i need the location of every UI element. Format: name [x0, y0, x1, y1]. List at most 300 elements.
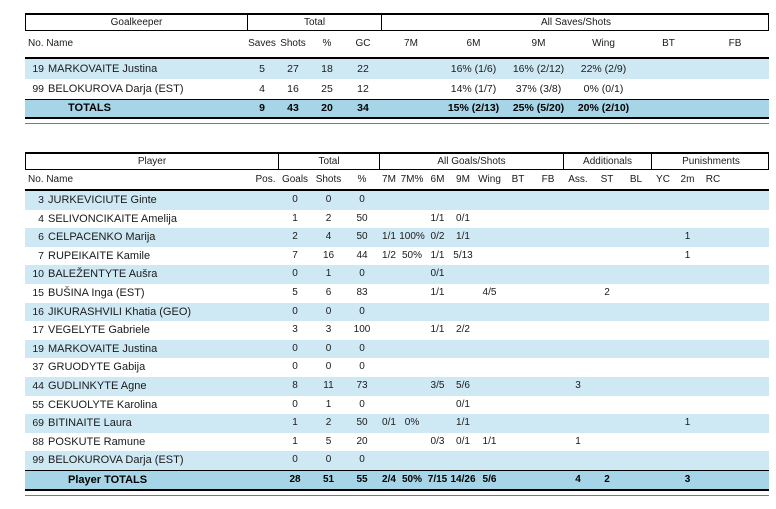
player-number: 55: [32, 398, 44, 411]
cell-pct: 50: [356, 231, 368, 243]
col-header-6m: 6M: [430, 174, 445, 185]
col-header-fb: FB: [728, 38, 742, 49]
total-7m: 2/4: [382, 473, 396, 485]
player-table: [25, 152, 769, 496]
table-row: [25, 265, 769, 284]
col-header-7m: 7M: [382, 174, 396, 185]
cell-7m: 1/2: [382, 249, 396, 261]
col-header-shots: Shots: [280, 38, 306, 49]
cell-shots: 27: [287, 63, 299, 75]
cell-7m: [379, 377, 399, 396]
cell-7mpct: 100%: [399, 231, 425, 243]
total-yc: [651, 471, 675, 489]
cell-bl: [621, 284, 651, 303]
cell-6m: 1/1: [430, 212, 445, 224]
cell-6m: [425, 191, 450, 210]
cell-st: [593, 414, 621, 433]
cell-fb: [533, 321, 563, 340]
cell-st: 2: [604, 286, 610, 298]
cell-9m: 16% (2/12): [512, 63, 565, 75]
cell-yc: [651, 433, 675, 452]
total-bt: [503, 471, 533, 489]
cell-wing: [476, 340, 503, 359]
table-row: [25, 303, 769, 322]
cell-9m: 5/6: [456, 379, 470, 391]
cell-st: [593, 433, 621, 452]
group-goalkeeper: Goalkeeper: [26, 15, 248, 30]
total-wing: 20% (2/10): [577, 102, 630, 114]
cell-bl: [621, 191, 651, 210]
cell-fb: [533, 433, 563, 452]
cell-pct: 0: [359, 454, 365, 466]
cell-6m: 1/1: [430, 286, 445, 298]
cell-bt: [503, 340, 533, 359]
cell-st: [593, 265, 621, 284]
cell-bl: [621, 396, 651, 415]
cell-goals: 3: [292, 324, 298, 336]
cell-9m: [450, 284, 476, 303]
cell-pos: [253, 191, 278, 210]
table-row: [25, 321, 769, 340]
cell-ass: [563, 451, 593, 470]
cell-6m: [425, 358, 450, 377]
cell-goals: 2: [292, 231, 298, 243]
goalkeeper-table-bottom-rule: [25, 119, 769, 124]
cell-wing: [476, 451, 503, 470]
cell-bt: [503, 303, 533, 322]
cell-7m: [379, 358, 399, 377]
total-fb: [701, 100, 769, 117]
cell-st: [593, 340, 621, 359]
cell-2m: [675, 433, 700, 452]
cell-goals: 0: [292, 305, 298, 317]
cell-6m: [425, 303, 450, 322]
cell-shots: 2: [325, 212, 332, 224]
cell-ass: [563, 321, 593, 340]
cell-fb: [533, 228, 563, 247]
totals-spacer: [25, 471, 47, 489]
cell-9m: 0/1: [456, 212, 470, 224]
cell-bt: [503, 451, 533, 470]
col-header-bt: BT: [511, 174, 525, 185]
total-7mpct: 50%: [401, 473, 422, 485]
cell-st: [593, 377, 621, 396]
cell-bl: [621, 303, 651, 322]
cell-goals: 7: [292, 249, 298, 261]
cell-rc: [700, 433, 726, 452]
cell-fb: [533, 303, 563, 322]
cell-rc: [700, 265, 726, 284]
cell-pct: 0: [359, 305, 365, 317]
col-header-bt: BT: [662, 38, 675, 49]
total-9m: 25% (5/20): [512, 102, 565, 114]
col-header-pct: %: [322, 38, 332, 49]
table-row: [25, 228, 769, 247]
cell-6m: 1/1: [430, 324, 445, 336]
cell-2m: [675, 284, 700, 303]
cell-ass: 1: [575, 435, 581, 447]
table-row: [25, 396, 769, 415]
cell-bt: [503, 414, 533, 433]
cell-9m: [450, 358, 476, 377]
total-fb: [533, 471, 563, 489]
cell-pct: 0: [359, 342, 365, 354]
player-number: 16: [32, 305, 44, 318]
cell-gc: 22: [357, 63, 369, 75]
cell-7mpct: [399, 191, 425, 210]
cell-2m: [675, 396, 700, 415]
player-name: CELPACENKO Marija: [48, 231, 156, 244]
total-wing: 5/6: [482, 473, 497, 485]
cell-rc: [700, 414, 726, 433]
cell-pct: 73: [356, 379, 368, 391]
cell-goals: 0: [292, 361, 298, 373]
table-row: [25, 247, 769, 266]
cell-6m: 1/1: [430, 249, 445, 261]
col-header-9m: 9M: [456, 174, 470, 185]
cell-bt: [503, 396, 533, 415]
cell-shots: 0: [325, 361, 332, 373]
cell-bl: [621, 451, 651, 470]
cell-ass: [563, 284, 593, 303]
cell-yc: [651, 358, 675, 377]
cell-rc: [700, 210, 726, 229]
cell-pct: 0: [359, 361, 365, 373]
cell-6m: 0/3: [430, 435, 445, 447]
cell-9m: [450, 191, 476, 210]
cell-7m: [379, 451, 399, 470]
cell-shots: 3: [325, 324, 332, 336]
cell-pos: [253, 284, 278, 303]
cell-bl: [621, 377, 651, 396]
cell-9m: [450, 451, 476, 470]
cell-2m: [675, 210, 700, 229]
group-total: Total: [248, 15, 382, 30]
cell-wing: [476, 303, 503, 322]
cell-fb: [533, 210, 563, 229]
col-header-shots: Shots: [315, 174, 342, 185]
col-header-no-name: No. Name: [28, 174, 74, 185]
cell-6m: 0/2: [430, 231, 445, 243]
cell-bt: [503, 284, 533, 303]
cell-yc: [651, 414, 675, 433]
col-header-6m: 6M: [466, 38, 481, 49]
cell-7mpct: [399, 377, 425, 396]
total-rc: [700, 471, 726, 489]
totals-label: TOTALS: [68, 102, 111, 114]
cell-st: [593, 358, 621, 377]
player-rows: [25, 191, 769, 470]
cell-7mpct: [399, 303, 425, 322]
cell-ass: [563, 303, 593, 322]
col-header-pct: %: [357, 174, 367, 185]
cell-fb: [533, 191, 563, 210]
cell-yc: [651, 396, 675, 415]
goalkeeper-group-header-row: [25, 13, 769, 31]
col-header-wing: Wing: [478, 174, 501, 185]
group-all-saves-shots: All Saves/Shots: [540, 17, 612, 28]
cell-7m: [379, 433, 399, 452]
table-row: [25, 433, 769, 452]
cell-pct: 0: [359, 194, 365, 205]
cell-wing: [476, 265, 503, 284]
cell-bt: [503, 321, 533, 340]
cell-6m: [425, 451, 450, 470]
cell-pos: [253, 321, 278, 340]
col-header-bl: BL: [629, 174, 643, 185]
cell-ass: [563, 210, 593, 229]
cell-bl: [621, 358, 651, 377]
cell-7m: [379, 210, 399, 229]
cell-9m: 1/1: [456, 231, 470, 243]
player-name: GUDLINKYTE Agne: [48, 379, 147, 392]
cell-bl: [621, 433, 651, 452]
col-header-9m: 9M: [531, 38, 546, 49]
cell-wing: [476, 228, 503, 247]
goalkeeper-column-header-row: [25, 31, 769, 59]
cell-bt: [503, 191, 533, 210]
cell-2m: 1: [684, 231, 691, 243]
player-number: 3: [38, 194, 44, 206]
cell-shots: 6: [325, 286, 332, 298]
player-number: 17: [32, 324, 44, 337]
cell-wing: [476, 358, 503, 377]
cell-rc: [700, 228, 726, 247]
player-column-header-row: [25, 170, 769, 191]
cell-shots: 1: [325, 268, 332, 280]
cell-goals: 0: [292, 342, 298, 354]
cell-6m: 16% (1/6): [450, 63, 497, 75]
cell-rc: [700, 396, 726, 415]
totals-spacer: [25, 100, 47, 117]
cell-7m: [379, 191, 399, 210]
cell-fb: [533, 284, 563, 303]
cell-7m: [379, 340, 399, 359]
total-shots: 43: [287, 102, 299, 114]
cell-7mpct: [399, 210, 425, 229]
group-total: Total: [279, 154, 380, 169]
total-pct: 55: [356, 473, 368, 485]
player-name: POSKUTE Ramune: [48, 435, 146, 448]
cell-goals: 0: [292, 398, 298, 410]
cell-wing: [476, 414, 503, 433]
total-shots: 51: [322, 473, 335, 485]
cell-6m: [425, 340, 450, 359]
cell-ass: [563, 228, 593, 247]
cell-rc: [700, 377, 726, 396]
cell-wing: [476, 210, 503, 229]
cell-goals: 0: [292, 194, 298, 205]
group-punishments: Punishments: [682, 156, 740, 167]
cell-2m: [675, 340, 700, 359]
total-7m: [381, 100, 441, 117]
cell-bt: [503, 210, 533, 229]
player-number: 15: [32, 286, 44, 299]
col-header-ass: Ass.: [568, 174, 588, 185]
cell-st: [593, 303, 621, 322]
table-row: [25, 210, 769, 229]
cell-7m: [381, 59, 441, 79]
cell-2m: [675, 303, 700, 322]
player-name: RUPEIKAITE Kamile: [48, 249, 151, 262]
cell-rc: [700, 358, 726, 377]
goalkeeper-totals-row: [25, 99, 769, 119]
player-name: BELOKUROVA Darja (EST): [48, 83, 184, 95]
cell-2m: [675, 265, 700, 284]
cell-wing: 1/1: [482, 435, 497, 447]
cell-rc: [700, 247, 726, 266]
cell-yc: [651, 303, 675, 322]
cell-goals: 5: [292, 286, 298, 298]
cell-goals: 0: [292, 268, 298, 280]
table-row: [25, 377, 769, 396]
total-pct: 20: [321, 102, 333, 114]
cell-yc: [651, 340, 675, 359]
table-row: [25, 284, 769, 303]
cell-2m: 1: [684, 249, 691, 261]
cell-7mpct: [399, 284, 425, 303]
cell-7m: [379, 396, 399, 415]
cell-ass: [563, 265, 593, 284]
cell-2m: 1: [684, 417, 691, 429]
goalkeeper-table: [25, 13, 769, 124]
cell-6m: 3/5: [430, 379, 445, 391]
col-header-2m: 2m: [680, 174, 695, 185]
col-header-saves: Saves: [248, 38, 276, 49]
cell-6m: [425, 396, 450, 415]
player-number: 88: [32, 435, 44, 448]
cell-9m: 0/1: [456, 398, 470, 410]
cell-yc: [651, 265, 675, 284]
cell-wing: [476, 377, 503, 396]
cell-fb: [533, 358, 563, 377]
cell-wing: [476, 247, 503, 266]
player-name: VEGELYTE Gabriele: [48, 324, 150, 337]
cell-bl: [621, 321, 651, 340]
cell-st: [593, 228, 621, 247]
cell-7m: 1/1: [382, 231, 396, 243]
table-row: [25, 358, 769, 377]
player-name: GRUODYTE Gabija: [48, 361, 146, 374]
player-group-header-row: [25, 152, 769, 170]
cell-7mpct: 50%: [401, 249, 422, 261]
cell-yc: [651, 191, 675, 210]
total-st: 2: [604, 473, 610, 485]
cell-pos: [253, 358, 278, 377]
col-header-wing: Wing: [592, 38, 615, 49]
cell-bt: [503, 247, 533, 266]
cell-2m: [675, 377, 700, 396]
cell-goals: 0: [292, 454, 298, 466]
cell-pos: [253, 247, 278, 266]
cell-pos: [253, 210, 278, 229]
total-goals: 28: [289, 473, 301, 485]
cell-pos: [253, 396, 278, 415]
cell-2m: [675, 358, 700, 377]
cell-fb: [533, 396, 563, 415]
cell-wing: [476, 321, 503, 340]
cell-pct: 0: [359, 268, 365, 280]
cell-bt: [503, 377, 533, 396]
cell-7m: [379, 265, 399, 284]
total-gc: 34: [357, 102, 369, 114]
total-saves: 9: [259, 102, 265, 114]
cell-shots: 11: [323, 379, 334, 391]
cell-7m: [381, 79, 441, 99]
player-number: 10: [32, 268, 44, 281]
cell-yc: [651, 247, 675, 266]
cell-pct: 50: [356, 212, 368, 224]
player-name: JURKEVICIUTE Ginte: [48, 194, 157, 206]
cell-yc: [651, 451, 675, 470]
cell-pos: [253, 340, 278, 359]
cell-ass: [563, 396, 593, 415]
cell-pct: 20: [356, 435, 368, 447]
player-table-bottom-rule: [25, 491, 769, 496]
col-header-7mpct: 7M%: [400, 174, 424, 185]
cell-bl: [621, 210, 651, 229]
col-header-st: ST: [600, 174, 614, 185]
cell-bt: [503, 228, 533, 247]
cell-saves: 4: [259, 83, 265, 95]
player-name: MARKOVAITE Justina: [48, 342, 158, 355]
cell-ass: [563, 358, 593, 377]
cell-yc: [651, 228, 675, 247]
cell-bt: [503, 265, 533, 284]
col-header-gc: GC: [355, 38, 371, 49]
player-name: MARKOVAITE Justina: [48, 63, 158, 75]
cell-pct: 100: [353, 324, 371, 336]
player-number: 19: [32, 342, 44, 355]
cell-rc: [700, 451, 726, 470]
total-pos: [253, 471, 278, 489]
cell-shots: 16: [322, 249, 335, 261]
player-name: CEKUOLYTE Karolina: [48, 398, 158, 411]
cell-shots: 0: [325, 305, 332, 317]
group-all-goals-shots: All Goals/Shots: [380, 154, 564, 169]
player-number: 99: [32, 83, 44, 95]
cell-7mpct: [399, 265, 425, 284]
cell-pct: 25: [321, 83, 333, 95]
cell-rc: [700, 321, 726, 340]
cell-bl: [621, 228, 651, 247]
cell-2m: [675, 451, 700, 470]
cell-ass: [563, 414, 593, 433]
cell-wing: 0% (0/1): [583, 83, 624, 95]
player-number: 99: [32, 454, 44, 467]
cell-goals: 1: [292, 435, 298, 447]
col-header-rc: RC: [705, 174, 721, 185]
player-name: SELIVONCIKAITE Amelija: [48, 212, 177, 225]
cell-9m: [450, 340, 476, 359]
col-header-fb: FB: [541, 174, 555, 185]
cell-yc: [651, 377, 675, 396]
cell-shots: 2: [325, 417, 332, 429]
player-name: BITINAITE Laura: [48, 417, 132, 430]
total-6m: 15% (2/13): [447, 102, 500, 114]
table-row: [25, 451, 769, 470]
cell-2m: [675, 321, 700, 340]
col-header-7m: 7M: [404, 38, 418, 49]
cell-7mpct: [399, 433, 425, 452]
cell-fb: [701, 79, 769, 99]
table-row: [25, 414, 769, 433]
cell-9m: 5/13: [453, 249, 473, 261]
cell-st: [593, 396, 621, 415]
cell-7mpct: [399, 451, 425, 470]
cell-7m: [379, 303, 399, 322]
cell-fb: [533, 414, 563, 433]
